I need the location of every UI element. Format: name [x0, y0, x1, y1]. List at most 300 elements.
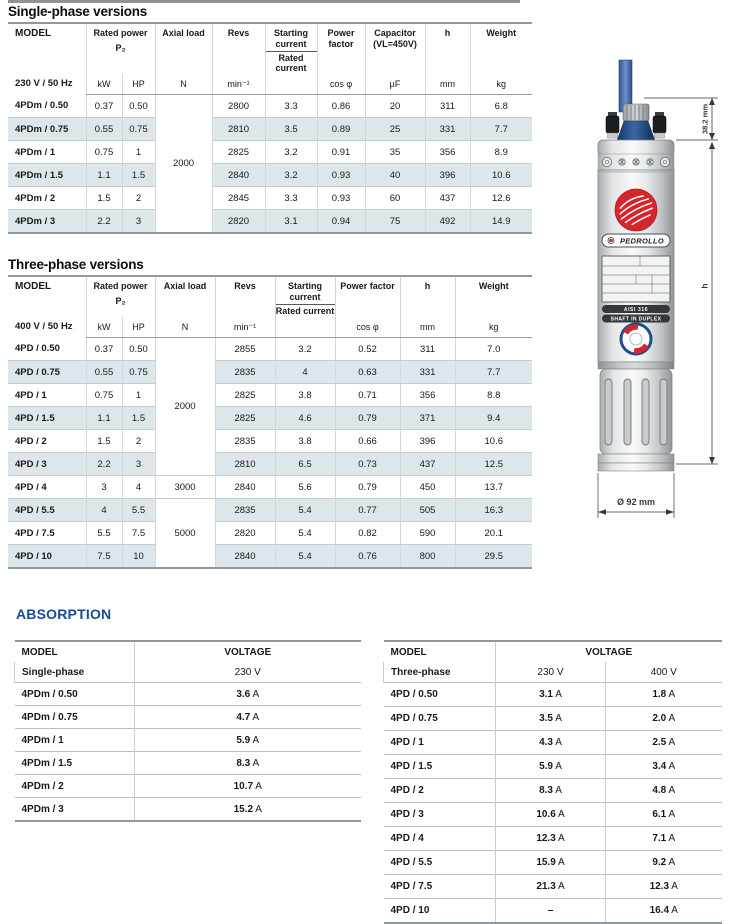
table-cell: 29.5 [455, 545, 532, 569]
table-cell: 2855 [215, 338, 275, 361]
table-cell: 6.5 [275, 453, 335, 476]
table-cell: 75 [365, 210, 425, 234]
table-cell: 5000 [155, 499, 215, 569]
table-row [384, 755, 722, 779]
model-cell: 4PD / 10 [8, 545, 86, 569]
unit-mm: mm [425, 74, 470, 95]
table-cell: 4 [122, 476, 155, 499]
table-cell: 5.4 [275, 522, 335, 545]
unit-mm: mm [400, 317, 455, 338]
model-cell: 4PDm / 2 [8, 187, 86, 210]
rated-power-label: Rated power [93, 281, 148, 291]
rated-current-label: Rated current [275, 52, 307, 74]
table-row [384, 779, 722, 803]
model-header: MODEL [390, 646, 427, 658]
table-cell: 3 [122, 210, 155, 234]
unit-min: min⁻¹ [215, 317, 275, 338]
table-row [8, 453, 532, 476]
body-junction [598, 362, 674, 369]
product-figure [552, 46, 730, 528]
table-cell: 356 [400, 384, 455, 407]
table-cell: 492 [425, 210, 470, 234]
model-cell: 4PDm / 0.50 [15, 683, 135, 706]
table-row [15, 798, 361, 822]
table-cell: 8.8 [455, 384, 532, 407]
absorption-single-body [15, 683, 361, 822]
table-cell: 0.89 [317, 118, 365, 141]
dim-top-label: 38.2 mm [700, 103, 710, 135]
table-cell: 3000 [155, 476, 215, 499]
three-phase-title: Three-phase versions [8, 257, 144, 272]
table-cell: 5.4 [275, 499, 335, 522]
absorption-title: ABSORPTION [16, 606, 112, 622]
table-cell: 0.76 [335, 545, 400, 569]
amp-cell: 4.3 A [496, 731, 606, 755]
table-cell: 1.1 [86, 164, 122, 187]
table-cell: 10.6 [470, 164, 532, 187]
model-cell: 4PD / 0.50 [384, 683, 496, 707]
table-cell: 7.5 [122, 522, 155, 545]
absorption-three-body [384, 683, 722, 924]
table-cell: 10 [122, 545, 155, 569]
table-cell: 0.75 [86, 141, 122, 164]
model-label: MODEL [15, 28, 52, 39]
model-cell: 4PD / 2 [8, 430, 86, 453]
model-cell: 4PD / 5.5 [384, 851, 496, 875]
amp-cell: 8.3 A [135, 752, 361, 775]
table-cell: 2.2 [86, 453, 122, 476]
model-cell: 4PD / 1.5 [8, 407, 86, 430]
table-cell: 1.5 [86, 430, 122, 453]
col-weight-header: Weight [470, 23, 532, 74]
table-cell: 437 [400, 453, 455, 476]
model-cell: 4PDm / 1.5 [15, 752, 135, 775]
unit-n: N [155, 317, 215, 338]
starting-current-label: Starting current [266, 28, 317, 52]
table-cell: 331 [400, 361, 455, 384]
table-cell: 0.93 [317, 164, 365, 187]
table-cell: 2835 [215, 499, 275, 522]
table-row [15, 683, 361, 706]
table-cell: 0.79 [335, 476, 400, 499]
col-capacitor-header [365, 23, 425, 74]
table-cell: 0.75 [86, 384, 122, 407]
table-cell: 3.8 [275, 384, 335, 407]
table-cell: 1.5 [122, 407, 155, 430]
voltage-value-230: 230 V [496, 662, 606, 683]
table-cell: 3.1 [265, 210, 317, 234]
amp-cell: 6.1 A [606, 803, 722, 827]
table-row [15, 706, 361, 729]
table-cell: 3.8 [275, 430, 335, 453]
table-cell: 1 [122, 141, 155, 164]
table-cell: 3.3 [265, 95, 317, 118]
table-cell: 20.1 [455, 522, 532, 545]
table-cell: 0.86 [317, 95, 365, 118]
amp-cell: 15.2 A [135, 798, 361, 822]
table-cell: 2845 [212, 187, 265, 210]
table-cell: 13.7 [455, 476, 532, 499]
table-cell: 0.71 [335, 384, 400, 407]
amp-cell: 2.0 A [606, 707, 722, 731]
col-model-header [8, 276, 86, 338]
table-cell: 3.5 [265, 118, 317, 141]
table-cell: 4.6 [275, 407, 335, 430]
table-row [8, 522, 532, 545]
rated-power-label: Rated power [93, 28, 148, 38]
unit-blank [265, 74, 317, 95]
amp-cell: 4.7 A [135, 706, 361, 729]
table-cell: 2 [122, 187, 155, 210]
amp-cell: 5.9 A [135, 729, 361, 752]
table-row [8, 338, 532, 361]
p2-label: P₂ [115, 295, 126, 306]
unit-kw: kW [86, 317, 122, 338]
model-cell: 4PD / 1.5 [384, 755, 496, 779]
voltage-header: VOLTAGE [496, 641, 722, 662]
model-cell: 4PDm / 1 [8, 141, 86, 164]
col-current-ratio-header [275, 276, 335, 317]
table-row [8, 384, 532, 407]
single-phase-title: Single-phase versions [8, 4, 148, 19]
table-row [8, 361, 532, 384]
table-cell: 7.5 [86, 545, 122, 569]
table-cell: 311 [425, 95, 470, 118]
phase-label: Three-phase [384, 662, 496, 683]
table-cell: 505 [400, 499, 455, 522]
table-cell: 5.6 [275, 476, 335, 499]
model-cell: 4PD / 3 [8, 453, 86, 476]
table-cell: 0.94 [317, 210, 365, 234]
table-cell: 40 [365, 164, 425, 187]
table-row [8, 430, 532, 453]
unit-min: min⁻¹ [212, 74, 265, 95]
table-cell: 0.37 [86, 95, 122, 118]
table-cell: 0.73 [335, 453, 400, 476]
col-power-factor-header: Power factor [335, 276, 400, 317]
model-cell: 4PD / 1 [8, 384, 86, 407]
rated-current-label: Rated current [275, 305, 335, 316]
amp-cell: 3.1 A [496, 683, 606, 707]
col-axial-load-header: Axial load [155, 23, 212, 74]
brand-plate [602, 234, 670, 247]
table-cell: 7.7 [470, 118, 532, 141]
unit-cos: cos φ [317, 74, 365, 95]
table-cell: 396 [400, 430, 455, 453]
unit-kg: kg [455, 317, 532, 338]
unit-kg: kg [470, 74, 532, 95]
table-row [15, 775, 361, 798]
table-cell: 0.77 [335, 499, 400, 522]
table-cell: 3 [122, 453, 155, 476]
table-row [8, 95, 532, 118]
table-cell: 2 [122, 430, 155, 453]
amp-cell: 1.8 A [606, 683, 722, 707]
col-weight-header: Weight [455, 276, 532, 317]
model-cell: 4PDm / 0.75 [8, 118, 86, 141]
three-phase-table [8, 275, 532, 569]
table-row [15, 752, 361, 775]
table-cell: 590 [400, 522, 455, 545]
table-cell: 2000 [155, 338, 215, 476]
material-band-text: AISI 316 [623, 307, 649, 314]
dim-diameter-label: Ø 92 mm [616, 497, 656, 507]
nameplate [602, 256, 670, 302]
model-cell: 4PD / 1 [384, 731, 496, 755]
amp-cell: 3.4 A [606, 755, 722, 779]
p2-label: P₂ [115, 42, 126, 53]
table-cell: 20 [365, 95, 425, 118]
unit-n: N [155, 74, 212, 95]
table-cell: 25 [365, 118, 425, 141]
absorption-three-table [383, 640, 722, 924]
table-cell: 2825 [215, 384, 275, 407]
table-row [8, 407, 532, 430]
amp-cell: 15.9 A [496, 851, 606, 875]
table-cell: 1 [122, 384, 155, 407]
dim-h-label: h [699, 283, 710, 289]
dimension-h [676, 142, 718, 464]
amp-cell: 7.1 A [606, 827, 722, 851]
amp-cell: 12.3 A [606, 875, 722, 899]
col-h-header: h [400, 276, 455, 317]
table-row [15, 729, 361, 752]
model-cell: 4PD / 4 [384, 827, 496, 851]
table-cell: 3 [86, 476, 122, 499]
table-cell: 6.8 [470, 95, 532, 118]
table-cell: 5.4 [275, 545, 335, 569]
table-row [8, 545, 532, 569]
cable-connector [617, 104, 655, 141]
single-phase-table [8, 22, 532, 234]
table-cell: 396 [425, 164, 470, 187]
amp-cell: – [496, 899, 606, 924]
voltage-value: 230 V [135, 662, 361, 683]
absorption-single-header [15, 641, 361, 683]
table-cell: 2840 [215, 545, 275, 569]
amp-cell: 3.6 A [135, 683, 361, 706]
table-cell: 0.37 [86, 338, 122, 361]
table-cell: 0.63 [335, 361, 400, 384]
table-cell: 3.2 [265, 141, 317, 164]
voltage-value-400: 400 V [606, 662, 722, 683]
table-cell: 2810 [212, 118, 265, 141]
table-cell: 0.93 [317, 187, 365, 210]
col-current-ratio-header [265, 23, 317, 74]
voltage-header: VOLTAGE [135, 641, 361, 662]
starting-current-label: Starting current [276, 281, 335, 305]
table-row [8, 210, 532, 234]
model-cell: 4PD / 7.5 [8, 522, 86, 545]
three-phase-body [8, 338, 532, 569]
amp-cell: 2.5 A [606, 731, 722, 755]
model-label: MODEL [15, 281, 52, 292]
amp-cell: 10.6 A [496, 803, 606, 827]
table-cell: 16.3 [455, 499, 532, 522]
phase-row [384, 662, 722, 683]
model-cell: 4PD / 0.75 [384, 707, 496, 731]
table-cell: 1.5 [122, 164, 155, 187]
table-cell: 0.50 [122, 338, 155, 361]
table-cell: 3.2 [265, 164, 317, 187]
table-row [8, 118, 532, 141]
table-row [8, 164, 532, 187]
table-cell: 0.55 [86, 361, 122, 384]
table-cell: 9.4 [455, 407, 532, 430]
col-revs-header: Revs [212, 23, 265, 74]
table-cell: 7.7 [455, 361, 532, 384]
table-cell: 12.6 [470, 187, 532, 210]
brand-logo-mark [615, 189, 657, 231]
amp-cell: 8.3 A [496, 779, 606, 803]
table-row [384, 875, 722, 899]
table-cell: 2810 [215, 453, 275, 476]
table-cell: 0.75 [122, 118, 155, 141]
table-cell: 7.0 [455, 338, 532, 361]
table-cell: 2825 [212, 141, 265, 164]
unit-blank [275, 317, 335, 338]
table-cell: 2800 [212, 95, 265, 118]
table-cell: 2840 [212, 164, 265, 187]
table-row [384, 731, 722, 755]
capacitor-label: Capacitor [374, 28, 416, 38]
table-cell: 2820 [212, 210, 265, 234]
single-phase-body [8, 95, 532, 234]
model-cell: 4PD / 2 [384, 779, 496, 803]
model-header: MODEL [21, 646, 58, 658]
motor-sleeve [600, 369, 672, 454]
absorption-single-table [14, 640, 361, 822]
units-row [8, 74, 532, 95]
table-cell: 14.9 [470, 210, 532, 234]
table-row [8, 499, 532, 522]
model-cell: 4PD / 7.5 [384, 875, 496, 899]
unit-kw: kW [86, 74, 122, 95]
amp-cell: 21.3 A [496, 875, 606, 899]
col-revs-header: Revs [215, 276, 275, 317]
table-cell: 3.3 [265, 187, 317, 210]
table-cell: 356 [425, 141, 470, 164]
shaft-band-text: SHAFT IN DUPLEX [610, 316, 662, 323]
model-cell: 4PDm / 2 [15, 775, 135, 798]
certification-badge [621, 324, 651, 354]
table-cell: 0.82 [335, 522, 400, 545]
amp-cell: 10.7 A [135, 775, 361, 798]
model-cell: 4PD / 5.5 [8, 499, 86, 522]
capacitor-voltage-label: (VL=450V) [373, 38, 417, 49]
table-cell: 437 [425, 187, 470, 210]
table-cell: 1.5 [86, 187, 122, 210]
table-row [384, 803, 722, 827]
table-cell: 800 [400, 545, 455, 569]
voltage-label: 230 V / 50 Hz [15, 78, 73, 90]
table-cell: 450 [400, 476, 455, 499]
table-cell: 12.5 [455, 453, 532, 476]
table-row [384, 827, 722, 851]
model-cell: 4PDm / 0.75 [15, 706, 135, 729]
table-cell: 2.2 [86, 210, 122, 234]
unit-hp: HP [122, 317, 155, 338]
table-cell: 2835 [215, 430, 275, 453]
model-cell: 4PD / 0.75 [8, 361, 86, 384]
model-cell: 4PDm / 1 [15, 729, 135, 752]
col-model-header [8, 23, 86, 95]
amp-cell: 9.2 A [606, 851, 722, 875]
table-row [384, 899, 722, 924]
col-rated-power-header [86, 23, 155, 74]
model-cell: 4PDm / 0.50 [15, 100, 69, 112]
brand-name: PEDROLLO [619, 236, 665, 246]
table-cell: 8.9 [470, 141, 532, 164]
model-cell: 4PD / 3 [384, 803, 496, 827]
table-row [8, 187, 532, 210]
table-row [384, 707, 722, 731]
voltage-label: 400 V / 50 Hz [15, 321, 73, 333]
amp-cell: 12.3 A [496, 827, 606, 851]
model-cell: 4PD / 4 [8, 476, 86, 499]
table-cell: 10.6 [455, 430, 532, 453]
table-cell: 0.75 [122, 361, 155, 384]
col-power-factor-header: Power factor [317, 23, 365, 74]
model-cell: 4PDm / 3 [8, 210, 86, 234]
table-cell: 331 [425, 118, 470, 141]
table-cell: 35 [365, 141, 425, 164]
table-row [384, 851, 722, 875]
col-axial-load-header: Axial load [155, 276, 215, 317]
table-cell: 311 [400, 338, 455, 361]
table-cell: 1.1 [86, 407, 122, 430]
three-phase-header [8, 276, 532, 338]
table-cell: 0.79 [335, 407, 400, 430]
table-cell: 0.66 [335, 430, 400, 453]
col-rated-power-header [86, 276, 155, 317]
amp-cell: 3.5 A [496, 707, 606, 731]
table-cell: 2000 [155, 95, 212, 234]
amp-cell: 5.9 A [496, 755, 606, 779]
table-cell: 0.55 [86, 118, 122, 141]
model-cell: 4PDm / 3 [15, 798, 135, 822]
table-cell: 5.5 [122, 499, 155, 522]
unit-cos: cos φ [335, 317, 400, 338]
model-cell: 4PD / 0.50 [15, 343, 60, 355]
dimension-diameter [598, 473, 674, 518]
table-row [8, 141, 532, 164]
single-phase-header [8, 23, 532, 95]
table-row [8, 476, 532, 499]
table-cell: 3.2 [275, 338, 335, 361]
table-cell: 0.52 [335, 338, 400, 361]
table-cell: 4 [275, 361, 335, 384]
table-row [384, 683, 722, 707]
page-top-rule [8, 0, 520, 3]
table-cell: 60 [365, 187, 425, 210]
col-h-header: h [425, 23, 470, 74]
unit-uf: μF [365, 74, 425, 95]
phase-label: Single-phase [15, 662, 135, 683]
bottom-rings [598, 454, 674, 471]
units-row [8, 317, 532, 338]
table-cell: 2825 [215, 407, 275, 430]
table-cell: 5.5 [86, 522, 122, 545]
table-cell: 0.50 [122, 95, 155, 118]
amp-cell: 16.4 A [606, 899, 722, 924]
table-cell: 4 [86, 499, 122, 522]
phase-row [15, 662, 361, 683]
table-cell: 371 [400, 407, 455, 430]
model-cell: 4PD / 10 [384, 899, 496, 924]
unit-hp: HP [122, 74, 155, 95]
table-cell: 2835 [215, 361, 275, 384]
